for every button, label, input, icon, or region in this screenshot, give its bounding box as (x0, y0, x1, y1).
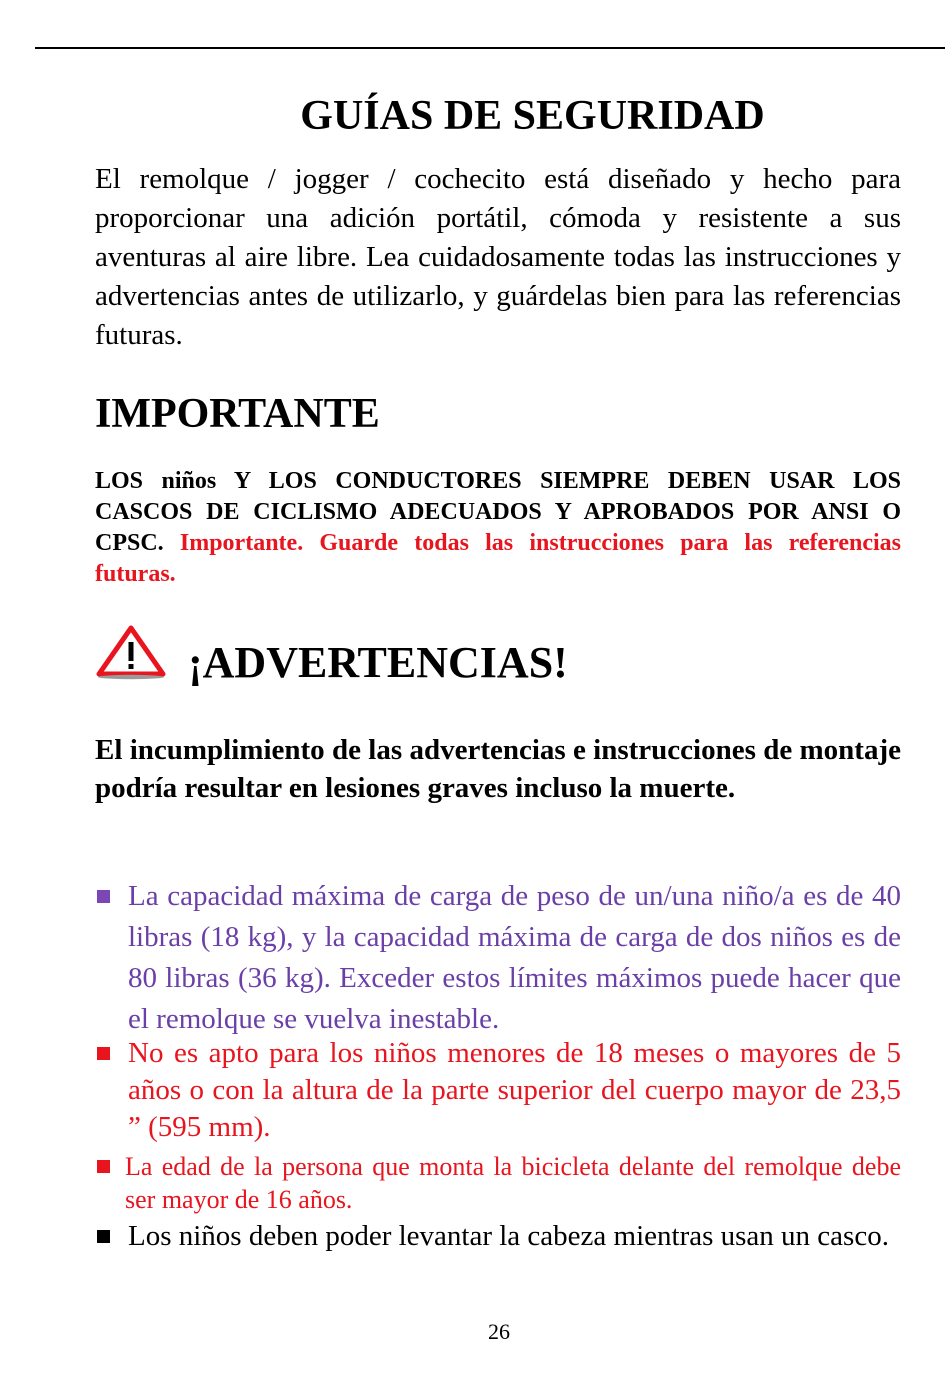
important-heading: IMPORTANTE (95, 391, 380, 437)
important-red-text: Importante. Guarde todas las instrucciones para las referencias futuras. (95, 530, 902, 587)
intro-paragraph: El remolque / jogger / cochecito está diseñado y hecho para proporcionar una adición portátil, cómoda y resistente a sus aventuras al aire libre. Lea cuidadosamente todas las instrucciones y advertencias antes de utilizarlo, y guárdelas bien para las referencias futuras. (95, 163, 901, 351)
list-item (95, 1218, 901, 1255)
important-main-text: LOS niños Y LOS CONDUCTORES SIEMPRE DEBEN USAR LOS CASCOS DE CICLISMO ADECUADOS Y APROBADOS POR ANSI O CPSC. (95, 468, 901, 556)
bullet-square-icon (97, 1160, 110, 1173)
bullet-square-icon (97, 1230, 110, 1243)
page-title: GUÍAS DE SEGURIDAD (300, 93, 765, 139)
page-number: 26 (488, 1319, 510, 1344)
list-item-text: Los niños deben poder levantar la cabeza mientras usan un casco. (128, 1220, 889, 1252)
warnings-intro: El incumplimiento de las advertencias e instrucciones de montaje podría resultar en lesiones graves incluso la muerte. (95, 734, 901, 804)
list-item (95, 1150, 901, 1216)
list-item (95, 1035, 901, 1146)
important-paragraph (95, 466, 901, 590)
list-item-text: La edad de la persona que monta la bicicleta delante del remolque debe ser mayor de 16 años. (125, 1152, 901, 1214)
warning-triangle-icon (95, 624, 167, 680)
top-rule (35, 47, 945, 49)
list-item (95, 876, 901, 1040)
bullet-square-icon (97, 1047, 110, 1060)
warnings-heading: ¡ADVERTENCIAS! (188, 638, 568, 687)
list-item-text: La capacidad máxima de carga de peso de un/una niño/a es de 40 libras (18 kg), y la capacidad máxima de carga de dos niños es de 80 libras (36 kg). Exceder estos límites máximos puede hacer que el remolque se vuelva inestable. (128, 880, 901, 1035)
warnings-list (95, 876, 901, 1255)
list-item-text: No es apto para los niños menores de 18 meses o mayores de 5 años o con la altura de la parte superior del cuerpo mayor de 23,5 ” (595 mm). (128, 1037, 901, 1143)
bullet-square-icon (97, 890, 110, 903)
